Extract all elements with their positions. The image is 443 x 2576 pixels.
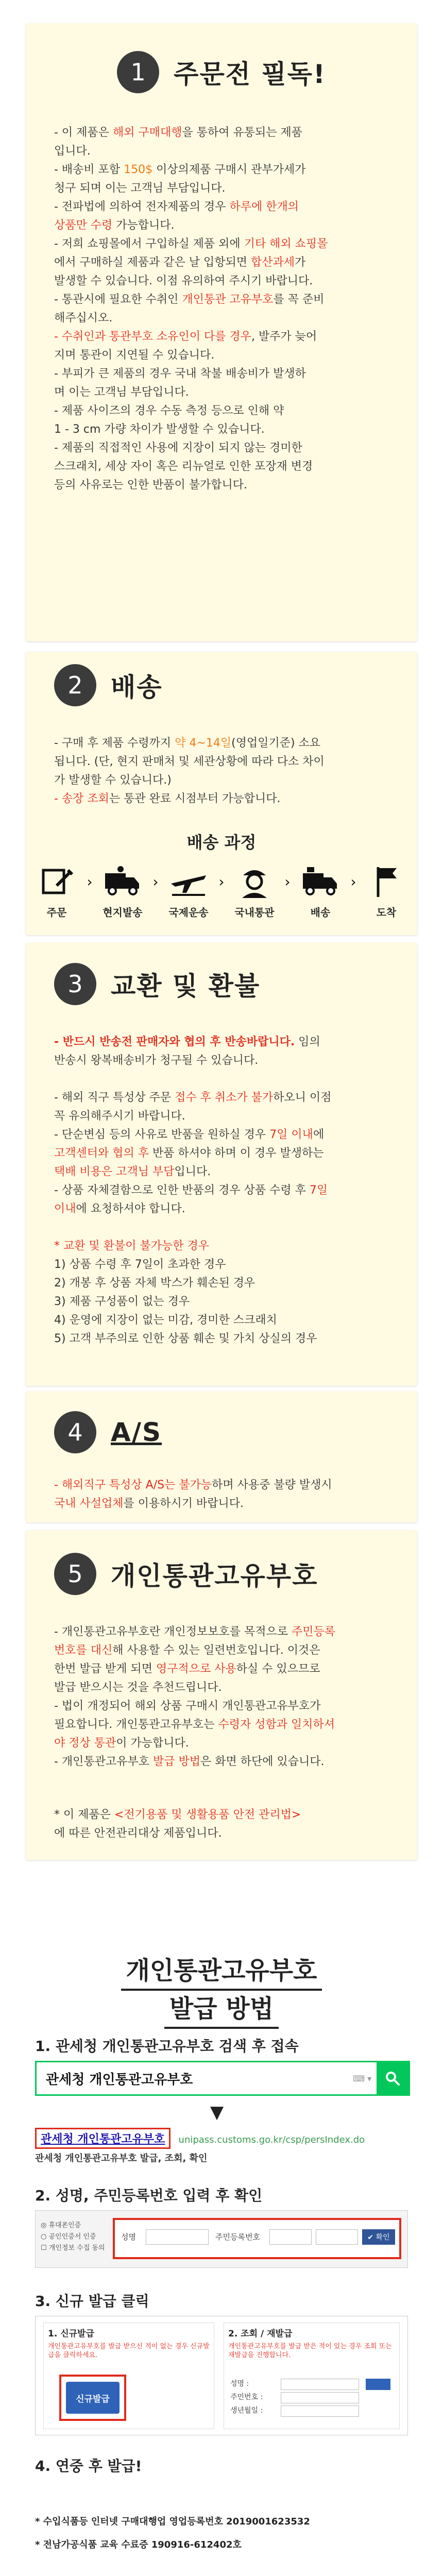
name-label: 성명 — [121, 2232, 136, 2242]
section-number: 2 — [54, 664, 96, 706]
section-number: 3 — [54, 963, 96, 1005]
body-line — [54, 1181, 394, 1200]
section-title: 교환 및 환불 — [111, 971, 261, 1001]
body-line — [54, 1274, 394, 1293]
text-segment: - 개인통관고유부호 — [54, 1755, 153, 1768]
body-line — [54, 1476, 394, 1495]
text-segment: - 법이 개정되어 해외 상품 구매시 개인통관고유부호가 — [54, 1700, 321, 1713]
text-segment: 해주십시오. — [54, 312, 113, 325]
text-segment: 스크래치, 세상 자이 혹은 리뉴얼로 인한 포장재 변경 — [54, 460, 313, 473]
footer-education-note: * 전남가공식품 교육 수료증 190916-612402호 — [35, 2539, 242, 2550]
footer-registration-note: * 수입식품등 인터넷 구매대행업 영업등록번호 2019001623532 — [35, 2516, 310, 2527]
highlight-segment: 개인통관 고유부호 — [182, 293, 274, 306]
body-line — [54, 1107, 394, 1126]
section-number: 1 — [117, 51, 159, 93]
guide-step-4: 4. 연중 후 발급! — [35, 2458, 142, 2475]
step-arrow-icon: › — [87, 873, 93, 890]
text-segment: 발생할 수 있습니다. 이점 유의하여 주시기 바랍니다. — [54, 275, 313, 287]
highlight-segment: 주민등록 — [291, 1625, 335, 1638]
highlight-segment: 7일 이내 — [269, 1128, 313, 1141]
body-line — [54, 734, 394, 753]
body-line — [54, 1218, 394, 1237]
flag-icon — [366, 863, 407, 901]
shipping-step — [163, 863, 214, 919]
highlight-segment: 기타 해외 쇼핑몰 — [244, 238, 328, 250]
highlight-segment: 이내 — [54, 1202, 76, 1215]
section-as-card — [26, 1391, 417, 1522]
text-segment: 임의 — [295, 1036, 320, 1048]
text-segment: 1 - 3 cm 가량 차이가 발생할 수 있습니다. — [54, 423, 265, 436]
step-arrow-icon: › — [284, 873, 291, 890]
text-segment: 을 통하여 유통되는 제품 — [182, 126, 302, 139]
body-line — [54, 1697, 394, 1716]
search-button[interactable] — [377, 2062, 408, 2094]
text-segment: 꼭 유의해주시기 바랍니다. — [54, 1110, 185, 1123]
rrn-label: 주민등록번호 — [215, 2232, 260, 2242]
body-line — [54, 272, 394, 291]
text-segment: 하며 사용중 불량 발생시 — [212, 1479, 332, 1492]
highlight-segment: 하루에 한개의 — [229, 200, 299, 213]
result-description: 관세청 개인통관고유부호 발급, 조회, 확인 — [35, 2153, 208, 2164]
section-4-body — [54, 1476, 394, 1513]
body-line — [54, 420, 394, 439]
section-number: 4 — [54, 1411, 96, 1453]
reissue-text: 개인통관고유부호를 발급 받은 적이 있는 경우 조회 또는 재발급을 진행합니다. — [228, 2343, 392, 2359]
highlight-segment: 합산과세 — [251, 256, 295, 269]
step-arrow-icon: › — [218, 873, 225, 890]
section-3-header — [26, 961, 443, 1007]
safety-notice-line — [54, 1824, 394, 1843]
name-input[interactable] — [146, 2229, 209, 2245]
body-line — [54, 1716, 394, 1734]
search-input[interactable]: 관세청 개인통관고유부호 — [46, 2072, 193, 2088]
text-segment: 2) 개봉 후 상품 자체 박스가 훼손된 경우 — [54, 1277, 255, 1290]
field-rrn: 주민번호 : — [230, 2393, 263, 2401]
rrn-input-back[interactable] — [316, 2229, 358, 2245]
body-line — [54, 1089, 394, 1107]
text-segment: 4) 운영에 지장이 없는 미감, 경미한 스크래치 — [54, 1314, 277, 1327]
highlight-segment: 수령자 성함과 일치하셔 — [218, 1718, 335, 1731]
text-segment: 를 꼭 준비 — [273, 293, 325, 306]
result-url: unipass.customs.go.kr/csp/persIndex.do — [178, 2134, 365, 2145]
text-segment: 입니다. — [174, 1165, 211, 1178]
new-issue-text: 개인통관고유부호를 발급 받으신 적이 없는 경우 신규발급을 클릭하세요. — [48, 2343, 210, 2359]
delivery-truck-icon — [300, 863, 341, 901]
highlight-segment: 택배 비용은 고객님 부담 — [54, 1165, 175, 1178]
search-icon — [385, 2071, 400, 2086]
body-line — [54, 1330, 394, 1348]
highlight-segment: 번호를 대신 — [54, 1644, 113, 1657]
new-issue-highlight — [59, 2375, 126, 2421]
cert-auth-radio[interactable]: ○ 공인인증서 인증 — [41, 2233, 96, 2241]
body-line — [54, 142, 394, 161]
highlight-segment: 국내 사설업체 — [54, 1497, 124, 1510]
section-5-header — [26, 1551, 443, 1597]
shipping-process-title: 배송 과정 — [186, 833, 257, 852]
new-issue-panel — [43, 2323, 214, 2429]
step-arrow-icon: › — [152, 873, 159, 890]
section-number: 5 — [54, 1553, 96, 1595]
guide-title-line1: 개인통관고유부호 — [121, 1953, 322, 1991]
guide-title-line2: 발급 방법 — [164, 1991, 279, 2029]
field-birth: 생년월일 : — [230, 2406, 263, 2415]
body-line — [54, 1641, 394, 1660]
shipping-step — [97, 863, 148, 919]
section-title: 개인통관고유부호 — [111, 1561, 318, 1591]
rrn-input-front[interactable] — [269, 2229, 312, 2245]
highlight-segment: - 송장 조회 — [54, 792, 109, 805]
shipping-step-label: 배송 — [310, 906, 331, 919]
text-segment: 이상의제품 구매시 관부가세가 — [152, 163, 306, 176]
body-line — [54, 1679, 394, 1697]
guide-step-3: 3. 신규 발급 클릭 — [35, 2293, 149, 2310]
section-shipping-card — [26, 652, 417, 935]
result-link[interactable]: 관세청 개인통관고유부호 — [35, 2128, 171, 2149]
text-segment: 한번 발급 받게 되면 — [54, 1663, 156, 1675]
section-4-header — [26, 1409, 443, 1455]
text-segment: 이 가능합니다. — [116, 1737, 189, 1750]
section-2-body — [54, 734, 394, 808]
text-segment: - 단순변심 등의 사유로 반품을 원하실 경우 — [54, 1128, 270, 1141]
body-line — [54, 1200, 394, 1218]
text-segment: - 개인통관고유부호란 개인정보보호를 목적으로 — [54, 1625, 292, 1638]
highlight-segment: 접수 후 취소가 불가 — [175, 1091, 274, 1104]
text-segment: 은 화면 하단에 있습니다. — [200, 1755, 325, 1768]
shipping-step-label: 국내통관 — [234, 906, 275, 919]
reissue-input-2[interactable] — [281, 2392, 359, 2403]
text-segment: * 이 제품은 — [54, 1808, 114, 1821]
section-title: 배송 — [111, 672, 163, 702]
highlight-segment: 150$ — [124, 163, 153, 176]
text-segment: 해 사용할 수 있는 일련번호입니다. 이것은 — [112, 1644, 320, 1657]
guide-step-2: 2. 성명, 주민등록번호 입력 후 확인 — [35, 2187, 263, 2204]
field-name: 성명 : — [230, 2380, 249, 2388]
reissue-input-3[interactable] — [281, 2405, 359, 2417]
text-segment: 에 따른 안전관리대상 제품입니다. — [54, 1827, 222, 1840]
phone-auth-radio[interactable]: ◎ 휴대폰인증 — [41, 2222, 81, 2229]
section-5-body — [54, 1623, 394, 1771]
section-1-body — [54, 124, 394, 495]
text-segment: 5) 고객 부주의로 인한 상품 훼손 및 가치 상실의 경우 — [54, 1332, 317, 1345]
text-segment: - 전파법에 의하여 전자제품의 경우 — [54, 200, 230, 213]
guide-step-1: 1. 관세청 개인통관고유부호 검색 후 접속 — [35, 2038, 299, 2055]
body-line — [54, 253, 394, 272]
text-segment: 필요합니다. 개인통관고유부호는 — [54, 1718, 218, 1731]
issue-screenshot — [35, 2316, 408, 2435]
text-segment: - 제품 사이즈의 경우 수동 측정 등으로 인해 약 — [54, 404, 284, 417]
text-segment: 지며 통관이 지연될 수 있습니다. — [54, 349, 215, 362]
body-line — [54, 790, 394, 808]
body-line — [54, 328, 394, 346]
new-issue-title: 1. 신규발급 — [48, 2329, 94, 2339]
text-segment: - 부피가 큰 제품의 경우 국내 착불 배송비가 발생하 — [54, 367, 306, 380]
body-line — [54, 346, 394, 365]
text-segment: - 제품의 직접적인 사용에 지장이 되지 않는 경미한 — [54, 442, 302, 454]
section-order-notice-card — [26, 23, 417, 641]
new-issue-button[interactable]: 신규발급 — [66, 2382, 120, 2414]
text-segment: - 저희 쇼핑몰에서 구입하실 제품 외에 — [54, 238, 244, 250]
reissue-query-button[interactable] — [366, 2379, 390, 2390]
reissue-title: 2. 조회 / 재발급 — [228, 2329, 293, 2339]
highlight-segment: 약 4~14일 — [175, 737, 232, 750]
section-exchange-refund-card — [26, 943, 417, 1386]
safety-notice — [54, 1806, 394, 1843]
search-bar[interactable] — [35, 2061, 410, 2096]
customs-code-guide-title — [0, 1953, 443, 2029]
body-line — [54, 1753, 394, 1771]
highlight-segment: - 해외직구 특성상 A/S는 불가능 — [54, 1479, 212, 1492]
text-segment: - 배송비 포함 — [54, 163, 124, 176]
customs-officer-icon — [234, 863, 275, 901]
search-result — [35, 2128, 407, 2164]
text-segment: 하실 수 있으므로 — [236, 1663, 320, 1675]
text-segment: 3) 제품 구성품이 없는 경우 — [54, 1295, 190, 1308]
truck-icon — [102, 863, 143, 901]
body-line — [54, 1311, 394, 1330]
body-line — [54, 1144, 394, 1163]
text-segment: 가능합니다. — [112, 219, 175, 232]
text-segment: 하오니 이점 — [273, 1091, 332, 1104]
confirm-button[interactable]: ✔ 확인 — [362, 2229, 395, 2245]
shipping-step — [361, 863, 412, 919]
reissue-panel — [224, 2323, 400, 2429]
text-segment: 에서 구매하실 제품과 같은 날 입항되면 — [54, 256, 251, 269]
section-customs-code-card — [26, 1530, 417, 1860]
section-title: A/S — [111, 1417, 162, 1447]
reissue-input-1[interactable] — [281, 2379, 359, 2390]
body-line — [54, 1734, 394, 1753]
body-line — [54, 161, 394, 179]
keyboard-icon[interactable]: ⌨ ▾ — [353, 2073, 372, 2083]
body-line — [54, 235, 394, 253]
shipping-step-label: 도착 — [376, 906, 397, 919]
text-segment: - 상품 자체결함으로 인한 반품의 경우 상품 수령 후 — [54, 1184, 310, 1197]
highlight-segment: <전기용품 및 생활용품 안전 관리법> — [114, 1808, 301, 1821]
text-segment: 가 — [295, 256, 306, 269]
body-line — [54, 291, 394, 309]
body-line — [54, 1052, 394, 1070]
shipping-step — [31, 863, 82, 919]
step-arrow-icon: › — [350, 873, 356, 890]
body-line — [54, 1237, 394, 1256]
highlight-segment: 발급 방법 — [152, 1755, 200, 1768]
highlight-segment: - 수취인과 통관부호 소유인이 다를 경우 — [54, 330, 251, 343]
highlight-segment: 영구적으로 사용 — [156, 1663, 236, 1675]
text-segment: 에 — [313, 1128, 325, 1141]
text-segment: 에 요청하셔야 합니다. — [76, 1202, 185, 1215]
body-line — [54, 1163, 394, 1181]
text-segment: - 통관시에 필요한 수취인 — [54, 293, 182, 306]
body-line — [54, 1660, 394, 1679]
shipping-step — [295, 863, 346, 919]
identity-form-screenshot — [35, 2210, 408, 2268]
body-line — [54, 216, 394, 235]
highlight-segment: - 반드시 반송전 판매자와 협의 후 반송바랍니다. — [54, 1036, 295, 1048]
text-segment: - 이 제품은 — [54, 126, 113, 139]
body-line — [54, 1033, 394, 1052]
highlight-segment: 상품만 수령 — [54, 219, 113, 232]
body-line — [54, 309, 394, 328]
form-highlight — [113, 2218, 401, 2259]
body-line — [54, 1623, 394, 1641]
down-arrow-icon: ▼ — [210, 2102, 224, 2123]
body-line — [54, 476, 394, 495]
text-segment: - 구매 후 제품 수령까지 — [54, 737, 175, 750]
body-line — [54, 124, 394, 142]
airplane-icon — [168, 863, 209, 901]
body-line — [54, 439, 394, 457]
body-line — [54, 1126, 394, 1144]
text-segment: 발급 받으시는 것을 추천드립니다. — [54, 1681, 222, 1694]
body-line — [54, 179, 394, 198]
highlight-segment: * 교환 및 환불이 불가능한 경우 — [54, 1240, 209, 1252]
highlight-segment: 고객센터와 협의 후 — [54, 1147, 149, 1160]
body-line — [54, 365, 394, 383]
text-segment: , 발주가 늦어 — [251, 330, 317, 343]
body-line — [54, 198, 394, 216]
text-segment: 는 통관 완료 시점부터 가능합니다. — [109, 792, 281, 805]
shipping-step-label: 현지발송 — [103, 906, 143, 919]
shipping-step-label: 주문 — [46, 906, 67, 919]
text-segment: 등의 사유로는 인한 반품이 불가합니다. — [54, 479, 247, 492]
body-line — [54, 1293, 394, 1311]
text-segment: - 해외 직구 특성상 주문 — [54, 1091, 175, 1104]
order-icon — [36, 863, 77, 901]
text-segment: (영업일기준) 소요 — [231, 737, 321, 750]
text-segment: 반품 하셔야 하며 이 경우 발생하는 — [149, 1147, 324, 1160]
highlight-segment: 야 정상 통관 — [54, 1737, 116, 1750]
text-segment: 됩니다. (단, 현지 판매처 및 세관상황에 따라 다소 차이 — [54, 755, 325, 768]
body-line — [54, 383, 394, 402]
text-segment: 1) 상품 수령 후 7일이 초과한 경우 — [54, 1258, 226, 1271]
section-3-body — [54, 1033, 394, 1348]
highlight-segment: 해외 구매대행 — [112, 126, 182, 139]
body-line — [54, 771, 394, 790]
text-segment: 가 발생할 수 있습니다.) — [54, 774, 172, 787]
body-line — [54, 402, 394, 420]
text-segment: 청구 되며 이는 고객님 부담입니다. — [54, 182, 226, 195]
consent-checkbox[interactable]: ☐ 개인정보 수집 동의 — [41, 2244, 105, 2252]
shipping-step-label: 국제운송 — [168, 906, 209, 919]
shipping-step — [229, 863, 280, 919]
text-segment: 반송시 왕복배송비가 청구될 수 있습니다. — [54, 1054, 259, 1067]
section-1-header — [26, 49, 417, 95]
body-line — [54, 1256, 394, 1274]
safety-notice-line — [54, 1806, 394, 1824]
shipping-process-steps — [26, 863, 417, 919]
text-segment: 며 이는 고객님 부담입니다. — [54, 386, 189, 399]
body-line — [54, 1070, 394, 1089]
body-line — [54, 1495, 394, 1513]
text-segment: 입니다. — [54, 145, 91, 158]
text-segment: 를 이용하시기 바랍니다. — [123, 1497, 244, 1510]
body-line — [54, 457, 394, 476]
section-2-header — [26, 662, 443, 708]
highlight-segment: 7일 — [309, 1184, 328, 1197]
section-title: 주문전 필독! — [174, 59, 326, 89]
body-line — [54, 753, 394, 771]
